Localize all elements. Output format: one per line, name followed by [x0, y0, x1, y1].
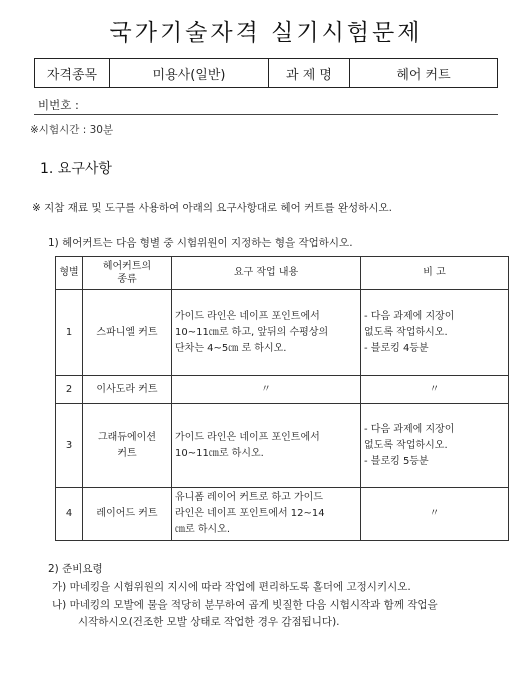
header-requirements: 요구 작업 내용: [172, 257, 361, 290]
row-type: 그래듀에이션 커트: [83, 404, 172, 488]
table-row: [56, 376, 509, 404]
row-no: 2: [56, 376, 83, 404]
row-no: 4: [56, 488, 83, 541]
row-remarks: 〃: [361, 376, 509, 404]
haircut-requirements-table: [55, 256, 509, 541]
qualification-value: 미용사(일반): [110, 59, 269, 88]
subject-value: 헤어 커트: [350, 59, 498, 88]
row-type: 레이어드 커트: [83, 488, 172, 541]
intro-text: ※ 지참 재료 및 도구를 사용하여 아래의 요구사항대로 헤어 커트를 완성하시오.: [32, 202, 392, 214]
row-remarks: - 다음 과제에 지장이 없도록 작업하시오. - 블로킹 5등분: [361, 404, 509, 488]
subsection-haircut-types: 1) 헤어커트는 다음 형별 중 시험위원이 지정하는 형을 작업하시오.: [48, 237, 353, 249]
prep-item-na-continued: 시작하시오(건조한 모발 상태로 작업한 경우 감점됩니다).: [78, 616, 340, 628]
section-title-requirements: 1. 요구사항: [40, 161, 112, 177]
table-header-row: [56, 257, 509, 290]
time-limit: ※시험시간 : 30분: [30, 124, 114, 136]
row-requirements: 유니폼 레이어 커트로 하고 가이드 라인은 네이프 포인트에서 12~14 ㎝로 하시오.: [172, 488, 361, 541]
row-no: 1: [56, 290, 83, 376]
row-type: 이사도라 커트: [83, 376, 172, 404]
row-no: 3: [56, 404, 83, 488]
subject-label: 과 제 명: [269, 59, 350, 88]
table-row: [56, 488, 509, 541]
row-requirements: 가이드 라인은 네이프 포인트에서 10~11㎝로 하시오.: [172, 404, 361, 488]
row-requirements: 〃: [172, 376, 361, 404]
row-remarks: - 다음 과제에 지장이 없도록 작업하시오. - 블로킹 4등분: [361, 290, 509, 376]
header-haircut-kind: 헤어커트의 종류: [83, 257, 172, 290]
row-type: 스파니엘 커트: [83, 290, 172, 376]
table-row: [56, 404, 509, 488]
subsection-preparation: 2) 준비요령: [48, 563, 103, 575]
header-type-no: 형별: [56, 257, 83, 290]
exam-info-table: [34, 58, 498, 88]
prep-item-ga: 가) 마네킹을 시험위원의 지시에 따라 작업에 편리하도록 홀더에 고정시키시오.: [52, 581, 411, 593]
divider-line: [34, 114, 498, 115]
row-remarks: 〃: [361, 488, 509, 541]
row-requirements: 가이드 라인은 네이프 포인트에서 10~11㎝로 하고, 앞뒤의 수평상의 단차는 4~5㎝ 로 하시오.: [172, 290, 361, 376]
exam-number-label: 비번호 :: [38, 98, 79, 112]
qualification-label: 자격종목: [35, 59, 110, 88]
prep-item-na: 나) 마네킹의 모발에 물을 적당히 분무하여 곱게 빗질한 다음 시험시작과 함께 작업을: [52, 599, 438, 611]
header-remarks: 비 고: [361, 257, 509, 290]
table-row: [56, 290, 509, 376]
page-title: 국가기술자격 실기시험문제: [109, 20, 423, 46]
